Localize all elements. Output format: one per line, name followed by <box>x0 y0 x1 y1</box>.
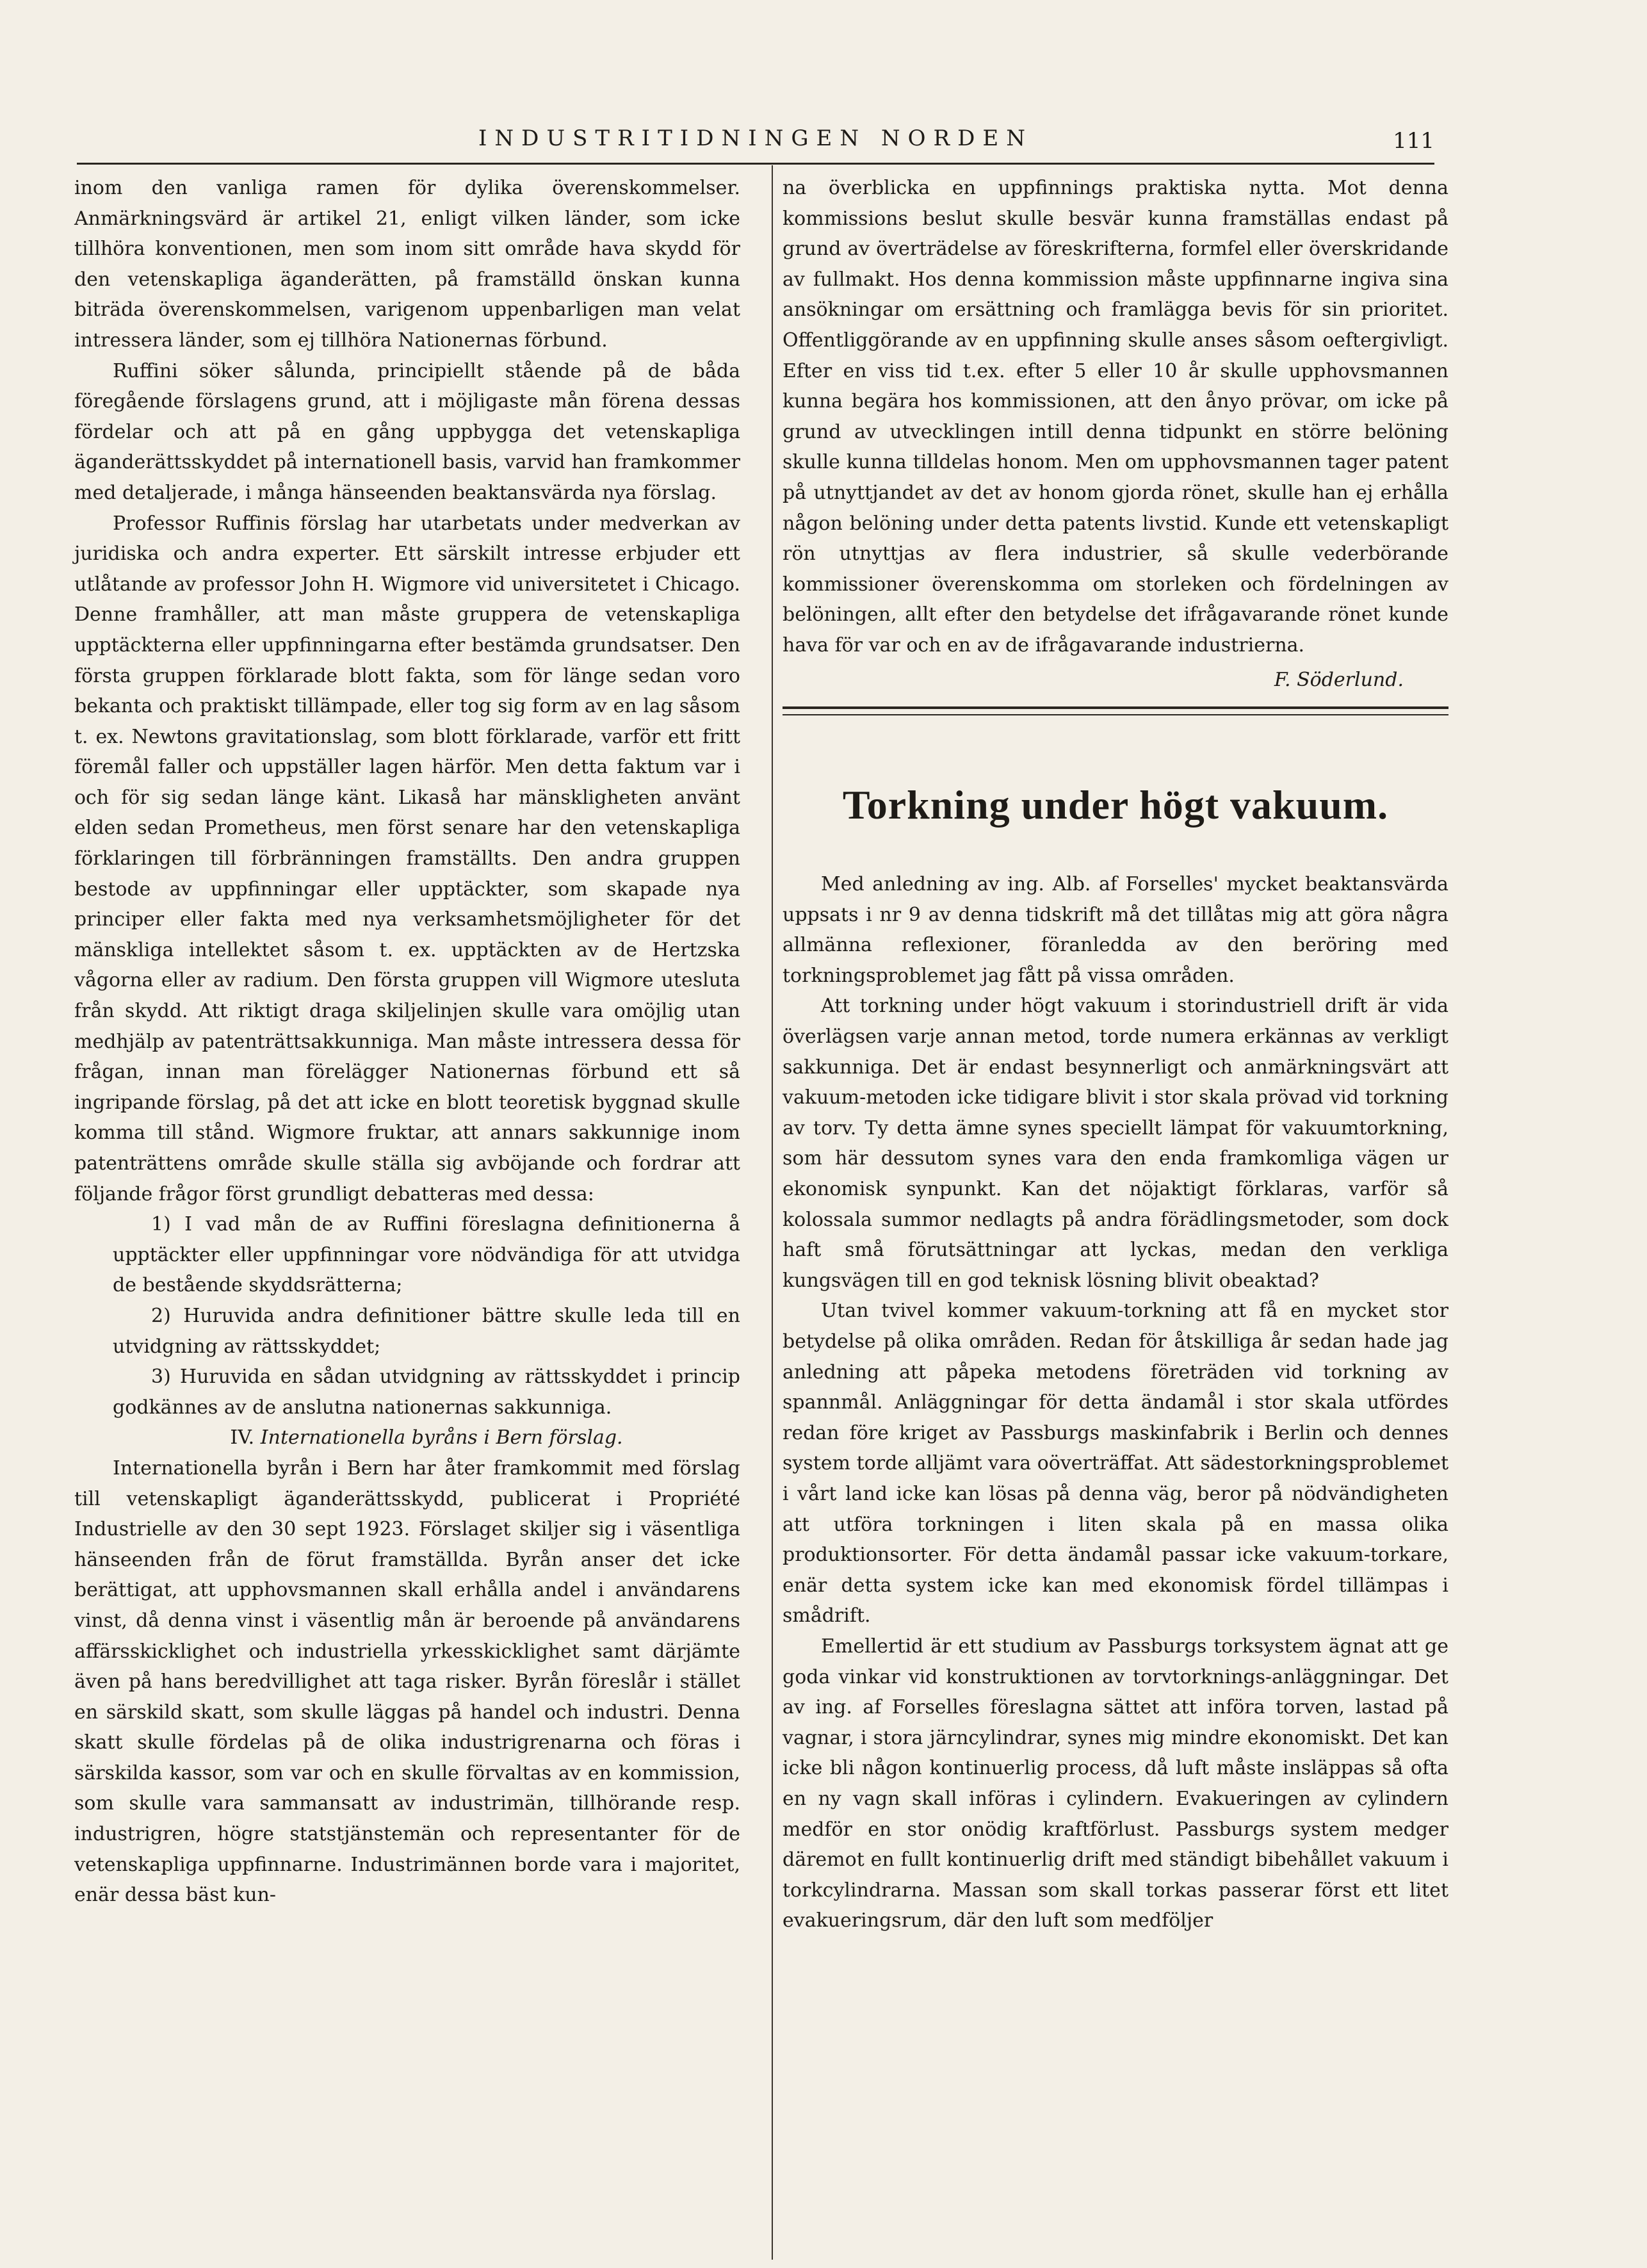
list-item: 3) Huruvida en sådan utvidgning av rättsskyddet i princip godkännes av de anslutna nationernas sakkunniga. <box>113 1366 740 1419</box>
paragraph: inom den vanliga ramen för dylika överenskommelser. Anmärkningsvärd är artikel 21, enligt vilken länder, som icke tillhöra konventionen, men som inom sitt område hava skydd för den vetenskapliga äganderätten, på framställd önskan kunna biträda överenskommelsen, varigenom uppenbarligen man velat intressera länder, som ej tillhöra Nationernas förbund. <box>74 177 740 352</box>
paragraph: Utan tvivel kommer vakuum-torkning att få en mycket stor betydelse på olika områden. Redan för åtskilliga år sedan hade jag anledning att påpeka metodens företräden vid torkning av spannmål. Anläggningar för detta ändamål i stor skala utfördes redan före kriget av Passburgs maskinfabrik i Berlin och dennes system torde alljämt vara oöverträffat. Att sädestorkningsproblemet i vårt land icke kan lösas på denna väg, beror på nödvändigheten att utföra torkningen i liten skala på en massa olika produktionsorter. För detta ändamål passar icke vakuum-torkare, enär detta system icke kan med ekonomisk fördel tillämpas i smådrift. <box>783 1300 1448 1628</box>
section-heading <box>74 1423 740 1453</box>
list-item: 2) Huruvida andra definitioner bättre skulle leda till en utvidgning av rättsskyddet; <box>113 1304 740 1358</box>
paragraph: Med anledning av ing. Alb. af Forselles' mycket beaktansvärda uppsats i nr 9 av denna tidskrift må det tillåtas mig att göra några allmänna reflexioner, föranledda av den beröring med torkningsproblemet jag fått på vissa områden. <box>783 873 1448 987</box>
running-header <box>77 126 1434 164</box>
paragraph: Internationella byrån i Bern har åter framkommit med förslag till vetenskapligt äganderättsskydd, publicerat i Propriété Industrielle av den 30 sept 1923. Förslaget skiljer sig i väsentliga hänseenden från de förut framställda. Byrån anser det icke berättigat, att upphovsmannen skall erhålla andel i användarens vinst, då denna vinst i väsentlig mån är beroende på användarens affärsskicklighet och industriella yrkesskicklighet samt därjämte även på hans beredvillighet att taga risker. Byrån föreslår i stället en särskild skatt, som skulle läggas på handel och industri. Denna skatt skulle fördelas på de olika industrigrenarna och föras i särskilda kassor, som var och en skulle förvaltas av en kommission, som skulle vara sammansatt av industrimän, tillhörande resp. industrigren, högre statstjänstemän och representanter för de vetenskapliga uppfinnarne. Industrimännen borde vara i majoritet, enär dessa bäst kun- <box>74 1456 740 1907</box>
list-item: 1) I vad mån de av Ruffini föreslagna definitionerna å upptäckter eller uppfinningar vore nödvändiga för att utvidga de bestående skyddsrätterna; <box>113 1213 740 1297</box>
journal-title: INDUSTRITIDNINGEN NORDEN <box>478 126 1033 151</box>
paragraph: Professor Ruffinis förslag har utarbetats under medverkan av juridiska och andra experter. Ett särskilt intresse erbjuder ett utlåtande av professor John H. Wigmore vid universitetet i Chicago. Denne framhåller, att man måste gruppera de vetenskapliga upptäckterna eller uppfinningarna efter bestämda grundsatser. Den första gruppen förklarade blott fakta, som för länge sedan voro bekanta och praktiskt tillämpade, eller tog sig form av en lag såsom t. ex. Newtons gravitationslag, som blott förklarade, varför ett fritt föremål faller och uppställer lagen härför. Men detta faktum var i och för sig sedan länge känt. Likaså har mänskligheten använt elden sedan Prometheus, men först senare har den vetenskapliga förklaringen till förbränningen framställts. Den andra gruppen bestode av uppfinningar eller upptäckter, som skapade nya principer eller fakta med nya verksamhetsmöjligheter för det mänskliga intellektet såsom t. ex. upptäckten av de Hertzska vågorna eller av radium. Den första gruppen vill Wigmore utesluta från skydd. Att riktigt draga skiljelinjen skulle vara omöjlig utan medhjälp av patenträttsakkunniga. Man måste intressera dessa för frågan, innan man förelägger Nationernas förbund ett så ingripande förslag, på det att icke en blott teoretisk byggnad skulle komma till stånd. Wigmore fruktar, att annars sakkunnige inom patenträttens område skulle ställa sig avböjande och fordrar att följande frågor först grundligt debatteras med dessa: <box>74 512 740 1205</box>
article-separator <box>783 706 1448 715</box>
right-column <box>783 173 1448 1936</box>
section-title: Internationella byråns i Bern förslag. <box>260 1426 623 1449</box>
column-divider <box>772 165 773 2260</box>
paragraph: Att torkning under högt vakuum i storindustriell drift är vida överlägsen varje annan metod, torde numera erkännas av verkligt sakkunniga. Det är endast besynnerligt och anmärkningsvärt att vakuum-metoden icke tidigare blivit i stor skala prövad vid torkning av torv. Ty detta ämne synes speciellt lämpat för vakuumtorkning, som här dessutom synes vara den enda framkomliga vägen ur ekonomisk synpunkt. Kan det nöjaktigt förklaras, varför så kolossala summor nedlagts på andra förädlingsmetoder, som dock haft små förutsättningar att lyckas, medan den verkliga kungsvägen till en god teknisk lösning blivit obeaktad? <box>783 995 1448 1292</box>
paragraph: Ruffini söker sålunda, principiellt stående på de båda föregående förslagens grund, att i möjligaste mån förena dessas fördelar och att på en gång uppbygga det vetenskapliga äganderättsskyddet på internationell basis, varvid han framkommer med detaljerade, i många hänseenden beaktansvärda nya förslag. <box>74 359 740 504</box>
section-number: IV. <box>230 1426 255 1449</box>
page-number: 111 <box>1393 128 1434 154</box>
article-title: Torkning under högt vakuum. <box>842 782 1389 828</box>
left-column <box>74 173 740 1911</box>
author-signature: F. Söderlund. <box>1274 668 1404 691</box>
paragraph: na överblicka en uppfinnings praktiska nytta. Mot denna kommissions beslut skulle besvär kunna framställas endast på grund av överträdelse av föreskrifterna, formfel eller överskridande av fullmakt. Hos denna kommission måste uppfinnarne ingiva sina ansökningar om ersättning och framlägga bevis för sin prioritet. Offentliggörande av en uppfinning skulle anses såsom oeftergivligt. Efter en viss tid t.ex. efter 5 eller 10 år skulle upphovsmannen kunna begära hos kommissionen, att den ånyo prövar, om icke på grund av utvecklingen intill denna tidpunkt en större belöning skulle kunna tilldelas honom. Men om upphovsmannen tager patent på utnyttjandet av det av honom gjorda rönet, skulle han ej erhålla någon belöning under detta patents livstid. Kunde ett vetenskapligt rön utnyttjas av flera industrier, så skulle vederbörande kommissioner överenskomma om storleken och fördelningen av belöningen, allt efter den betydelse det ifrågavarande rönet kunde hava för var och en av de ifrågavarande industrierna. <box>783 177 1448 657</box>
header-rule <box>77 163 1434 165</box>
paragraph: Emellertid är ett studium av Passburgs torksystem ägnat att ge goda vinkar vid konstruktionen av torvtorknings-anläggningar. Det av ing. af Forselles föreslagna sättet att införa torven, lastad på vagnar, i stora järncylindrar, synes mig mindre ekonomiskt. Det kan icke bli någon kontinuerlig process, då luft måste insläppas så ofta en ny vagn skall införas i cylindern. Evakueringen av cylindern medför en stor onödig kraftförlust. Passburgs system medger däremot en fullt kontinuerlig drift med ständigt bibehållet vakuum i torkcylindrarna. Massan som skall torkas passerar först ett litet evakueringsrum, där den luft som medföljer <box>783 1635 1448 1932</box>
